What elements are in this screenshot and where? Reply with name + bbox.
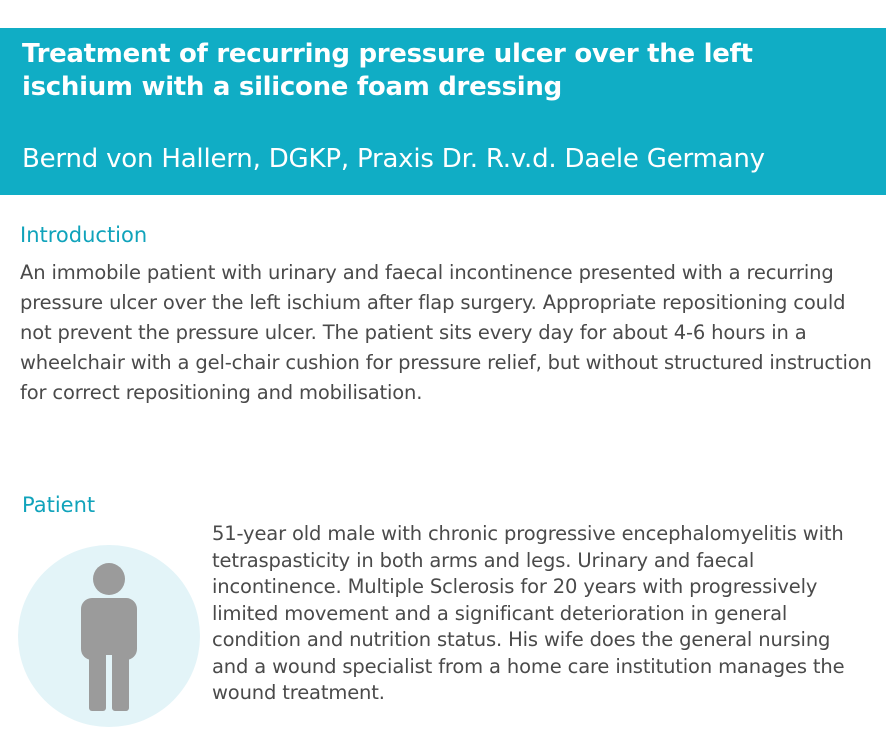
person-icon [18,545,200,727]
patient-description: 51-year old male with chronic progressive encephalomyelitis with tetraspasticity in both arms and legs. Urinary and faecal incontinence. Multiple Sclerosis for 20 years with progressively limited movement and a significant deterioration in general condition and nutrition status. His wife does the general nursing and a wound specialist from a home care institution manages the wound treatment. [212,522,845,704]
title-banner [0,28,886,195]
introduction-heading: Introduction [20,223,148,247]
patient-avatar [18,545,200,727]
introduction-text: An immobile patient with urinary and faecal incontinence presented with a recurring pressure ulcer over the left ischium after flap surgery. Appropriate repositioning could not prevent the pressure ulcer. The patient sits every day for about 4-6 hours in a wheelchair with a gel-chair cushion for pressure relief, but without structured instruction for correct repositioning and mobilisation. [20,261,872,404]
patient-heading: Patient [22,493,96,517]
page-title: Treatment of recurring pressure ulcer over the left ischium with a silicone foam dressing [22,39,753,102]
author-line: Bernd von Hallern, DGKP, Praxis Dr. R.v.d. Daele Germany [22,144,765,174]
